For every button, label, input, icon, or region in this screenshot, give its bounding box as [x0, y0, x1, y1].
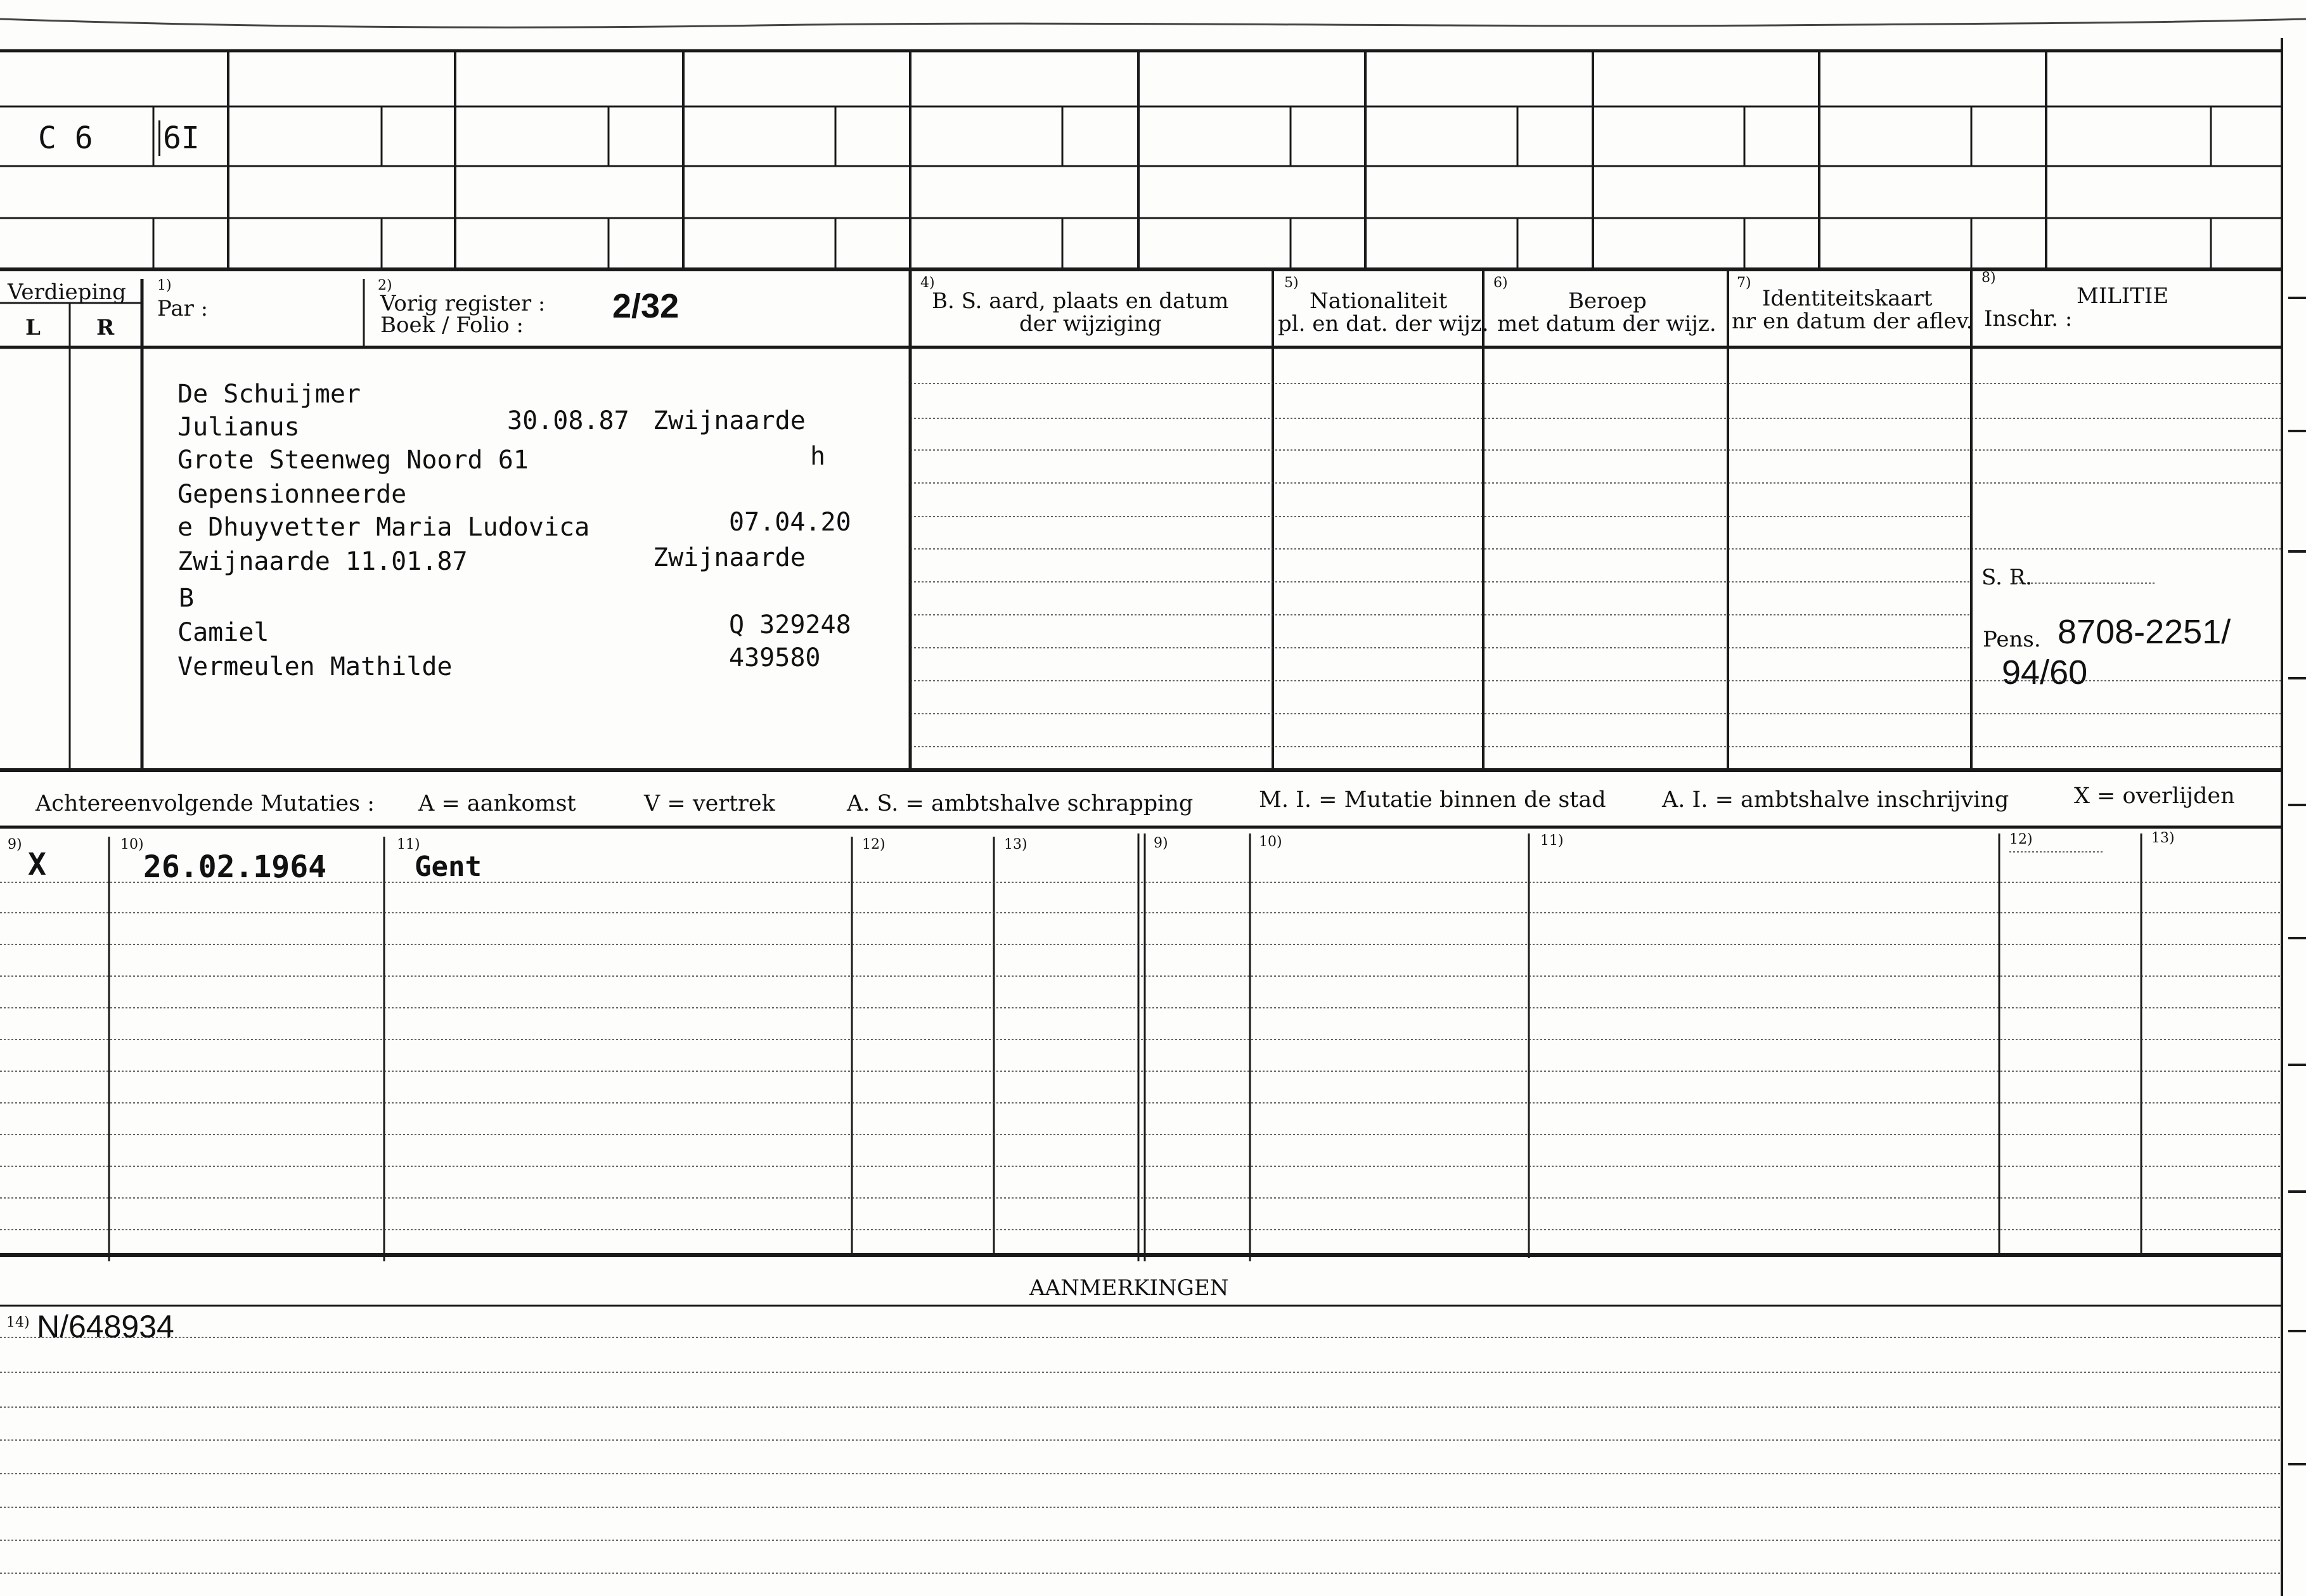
person-line7: B: [179, 584, 195, 613]
col2-label2: Boek / Folio :: [380, 312, 524, 338]
legend-v: V = vertrek: [644, 791, 775, 816]
person-line2-date: 30.08.87: [507, 406, 629, 435]
col1-label: Par :: [157, 296, 209, 321]
pens-value2: 94/60: [2002, 653, 2088, 692]
mut-col12b: 12): [2009, 832, 2033, 847]
mutation-place: Gent: [415, 851, 482, 883]
col8-label2: Inschr. :: [1984, 306, 2073, 331]
person-line9-code: 439580: [729, 643, 821, 673]
pens-value1: 8708-2251/: [2058, 613, 2231, 651]
person-line1: De Schuijmer: [177, 380, 361, 409]
col7-label1: Identiteitskaart: [1762, 286, 1933, 311]
col2-value: 2/32: [612, 287, 680, 325]
person-line5-name: e Dhuyvetter Maria Ludovica: [177, 513, 590, 542]
person-line5-date: 07.04.20: [729, 508, 851, 537]
mut-col9b: 9): [1154, 835, 1168, 851]
legend-a: A = aankomst: [418, 791, 576, 816]
mut-col9a: 9): [8, 837, 22, 853]
col5-label2: pl. en dat. der wijz.: [1278, 311, 1489, 337]
top-code-left: C 6: [38, 120, 93, 156]
col7-label2: nr en datum der aflev.: [1732, 309, 1973, 334]
verdieping-r: R: [96, 315, 115, 340]
col5-num: 5): [1284, 275, 1299, 291]
aanmerkingen-value: N/648934: [37, 1309, 174, 1344]
mutaties-title: Achtereenvolgende Mutaties :: [35, 791, 375, 816]
person-line8-name: Camiel: [177, 618, 269, 647]
person-line4: Gepensionneerde: [177, 480, 407, 509]
mutation-type: X: [28, 847, 46, 882]
sr-label: S. R.: [1981, 565, 2033, 590]
col4-label2: der wijziging: [1019, 311, 1162, 337]
mut-col13b: 13): [2151, 830, 2175, 846]
verdieping-label: Verdieping: [8, 280, 126, 305]
col6-label1: Beroep: [1568, 288, 1647, 314]
mut-col10a: 10): [120, 837, 144, 853]
mut-col13a: 13): [1004, 837, 1027, 853]
person-line8-code: Q 329248: [729, 610, 851, 640]
col8-num: 8): [1981, 270, 1996, 286]
mut-col10b: 10): [1259, 834, 1282, 850]
top-code-right: 6I: [158, 120, 200, 156]
col6-num: 6): [1493, 275, 1508, 291]
verdieping-l: L: [25, 315, 41, 340]
col8-label1: MILITIE: [2077, 283, 2169, 309]
person-line3-addr: Grote Steenweg Noord 61: [177, 446, 529, 475]
legend-as: A. S. = ambtshalve schrapping: [847, 791, 1194, 816]
person-line2-name: Julianus: [177, 413, 300, 442]
legend-mi: M. I. = Mutatie binnen de stad: [1259, 787, 1606, 813]
col5-label1: Nationaliteit: [1310, 288, 1448, 314]
aanmerkingen-title: AANMERKINGEN: [1029, 1275, 1229, 1301]
col4-label1: B. S. aard, plaats en datum: [932, 288, 1229, 314]
person-line9-name: Vermeulen Mathilde: [177, 652, 453, 681]
person-line2-place: Zwijnaarde: [653, 406, 806, 435]
col4-num: 4): [920, 275, 935, 291]
mut-col11a: 11): [397, 837, 420, 853]
person-line6-place: Zwijnaarde 11.01.87: [177, 547, 468, 576]
mut-col11b: 11): [1540, 833, 1564, 849]
aanmerkingen-num: 14): [6, 1315, 30, 1330]
pens-label: Pens.: [1983, 627, 2041, 652]
person-line6-place2: Zwijnaarde: [653, 543, 806, 572]
col2-num: 2): [378, 278, 392, 293]
legend-ai: A. I. = ambtshalve inschrijving: [1662, 787, 2009, 813]
col1-num: 1): [157, 278, 172, 293]
mutation-date: 26.02.1964: [143, 849, 326, 885]
col2-label1: Vorig register :: [380, 291, 546, 316]
legend-x: X = overlijden: [2074, 783, 2235, 809]
person-line3-suffix: h: [810, 442, 826, 471]
col7-num: 7): [1737, 275, 1751, 291]
mut-col12a: 12): [862, 837, 886, 853]
col6-label2: met datum der wijz.: [1497, 311, 1717, 337]
